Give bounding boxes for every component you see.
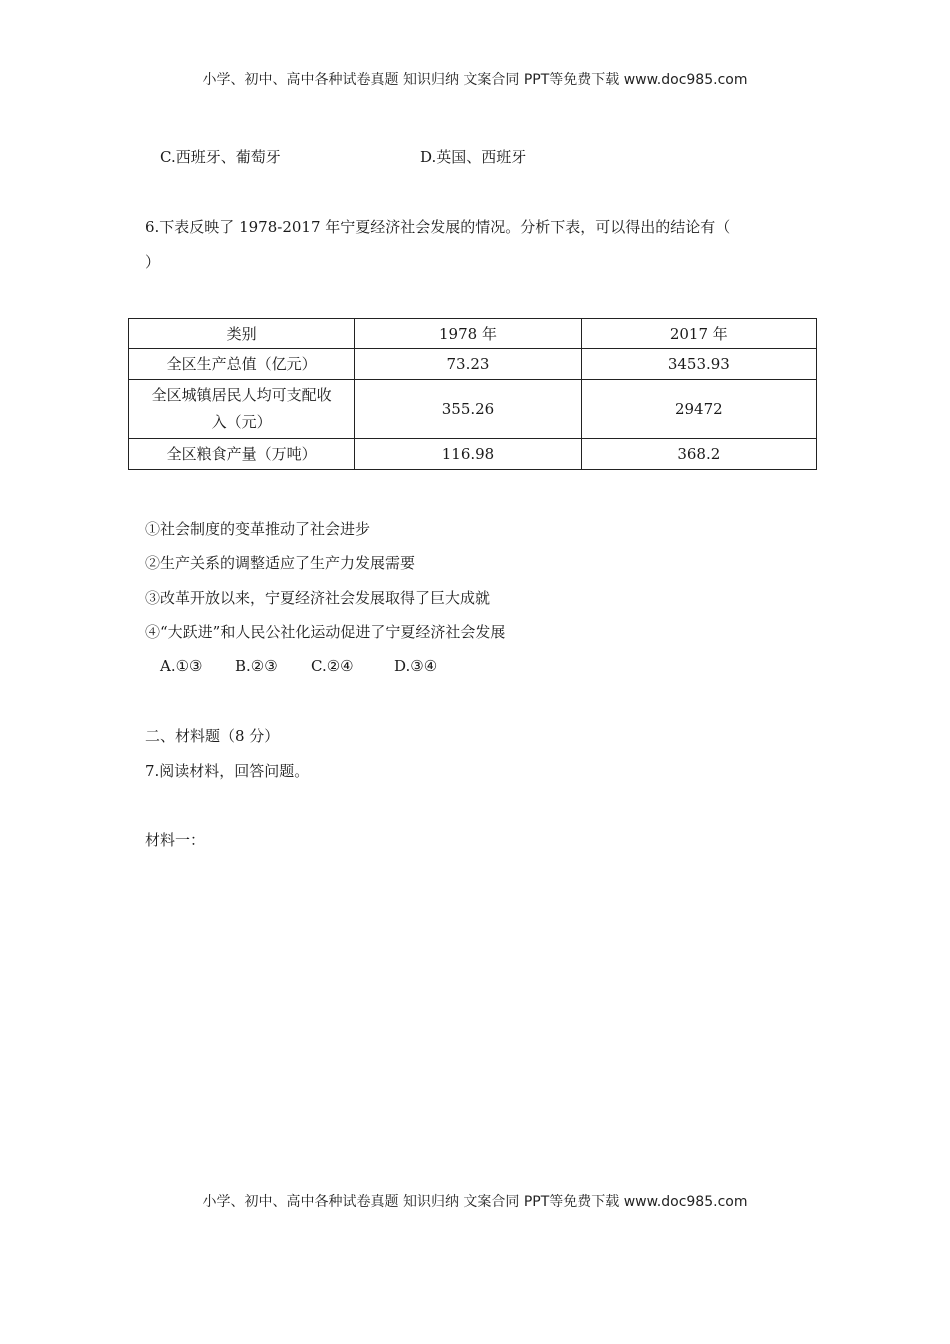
option-b: B.②③ <box>235 657 278 675</box>
material-1-label: 材料一： <box>145 831 206 849</box>
statement-3: ③改革开放以来，宁夏经济社会发展取得了巨大成就 <box>145 589 491 607</box>
statement-4: ④“大跃进”和人民公社化运动促进了宁夏经济社会发展 <box>145 623 506 641</box>
table-cell-1978: 73.23 <box>355 349 581 380</box>
table-row-label: 全区粮食产量（万吨） <box>129 439 355 470</box>
statement-2: ②生产关系的调整适应了生产力发展需要 <box>145 554 416 572</box>
table-row-label-line1: 全区城镇居民人均可支配收 <box>151 386 332 404</box>
table-header-row <box>129 319 817 349</box>
table-cell-1978: 116.98 <box>355 439 581 470</box>
option-c: C.②④ <box>311 657 354 675</box>
table-row <box>129 380 817 439</box>
table-cell-2017: 29472 <box>581 380 816 439</box>
table-cell-2017: 368.2 <box>581 439 816 470</box>
table-cell-1978: 355.26 <box>355 380 581 439</box>
page-footer: 小学、初中、高中各种试卷真题 知识归纳 文案合同 PPT等免费下载 www.doc985.com <box>202 1194 748 1210</box>
table-row <box>129 439 817 470</box>
section-title: 二、材料题（8 分） <box>145 727 280 745</box>
option-d-prev: D.英国、西班牙 <box>420 148 527 166</box>
table-row-label <box>129 380 355 439</box>
q6-stem-line2: ） <box>145 253 161 271</box>
data-table <box>128 318 817 470</box>
statement-1: ①社会制度的变革推动了社会进步 <box>145 520 371 538</box>
table-cell-2017: 3453.93 <box>581 349 816 380</box>
table-row <box>129 349 817 380</box>
q7-stem: 7.阅读材料，回答问题。 <box>145 762 310 780</box>
q6-stem-line1: 6.下表反映了 1978-2017 年宁夏经济社会发展的情况。分析下表，可以得出的结论有（ <box>145 218 731 236</box>
table-header-cell: 2017 年 <box>581 319 816 349</box>
page-header: 小学、初中、高中各种试卷真题 知识归纳 文案合同 PPT等免费下载 www.doc985.com <box>202 72 748 88</box>
table-header-cell: 1978 年 <box>355 319 581 349</box>
table-row-label-line2: 入（元） <box>211 413 272 431</box>
option-a: A.①③ <box>160 657 203 675</box>
option-c-prev: C.西班牙、葡萄牙 <box>160 148 281 166</box>
table-row-label: 全区生产总值（亿元） <box>129 349 355 380</box>
table-header-cell: 类别 <box>129 319 355 349</box>
option-d: D.③④ <box>394 657 438 675</box>
